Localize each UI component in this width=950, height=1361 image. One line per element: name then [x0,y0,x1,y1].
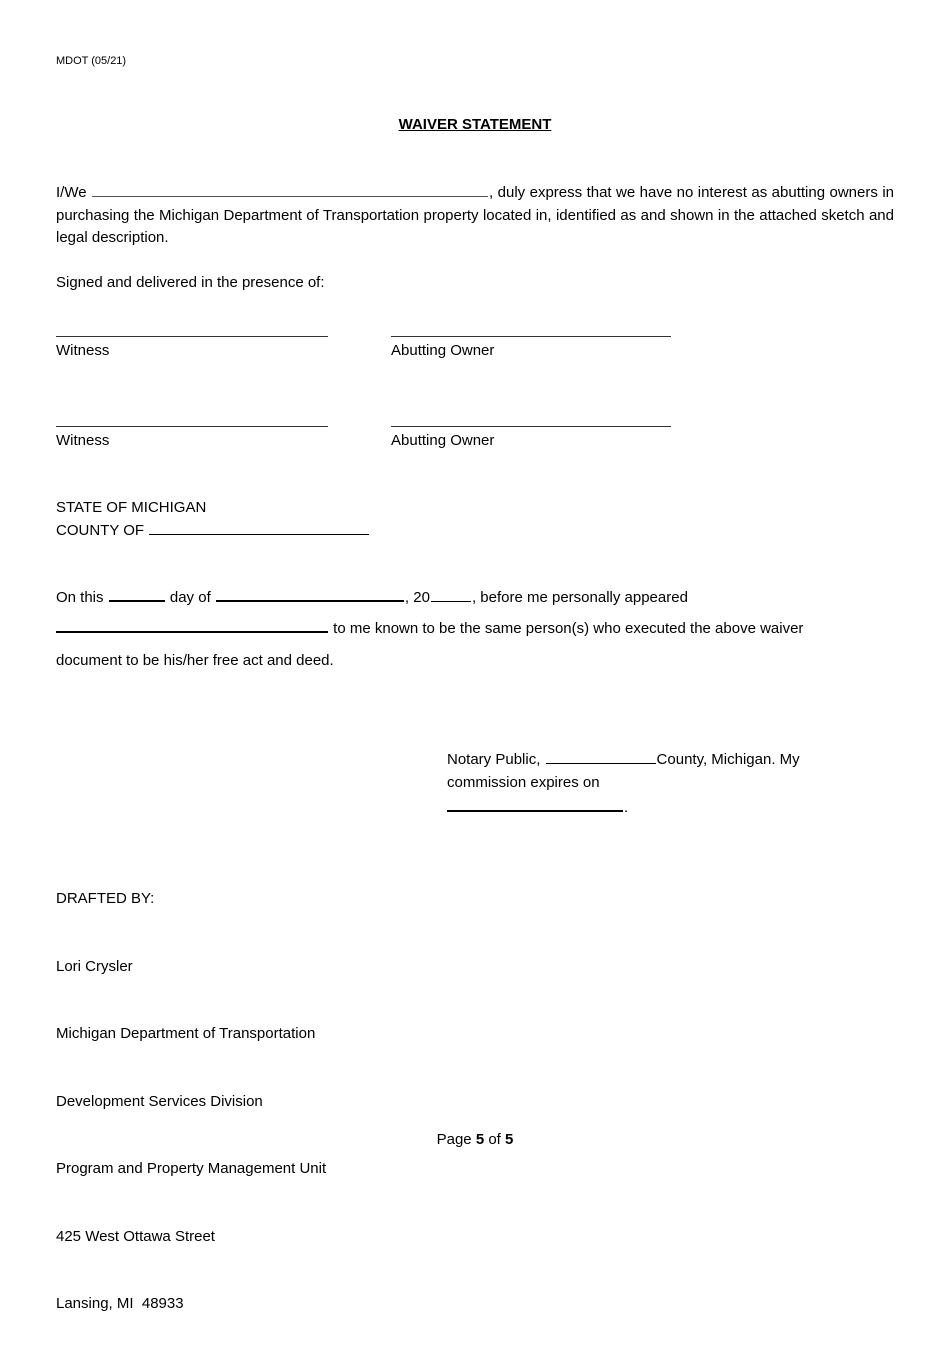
footer-current-page: 5 [475,1131,485,1148]
drafter-division: Development Services Division [56,1092,263,1110]
year-prefix-text: , 20 [404,589,430,606]
intro-after-blank: , duly express that we have no interest as abutting owners [489,184,878,201]
owner-label-1: Abutting Owner [391,342,495,359]
footer-page-word: Page [436,1131,472,1148]
drafter-city: Lansing, MI 48933 [56,1295,184,1312]
notary-line-3 [447,797,628,819]
commission-date-blank[interactable] [447,809,623,812]
notary-county-text: County, Michigan. My [656,751,800,768]
on-this-text: On this [56,589,104,606]
notary-county-blank[interactable] [546,762,656,764]
drafted-by-block [56,843,326,1361]
presence-line: Signed and delivered in the presence of: [56,274,325,291]
footer-of-word: of [488,1131,501,1148]
state-label: STATE OF MICHIGAN [56,499,207,516]
document-title: WAIVER STATEMENT [398,116,552,133]
person-name-blank[interactable] [56,630,328,633]
commission-text: commission expires on [447,774,600,791]
county-line [56,520,370,542]
witness-label-1: Witness [56,342,110,359]
county-blank[interactable] [149,533,369,535]
acknowledgment-line-2 [56,618,803,640]
witness-label-2: Witness [56,432,110,449]
day-blank[interactable] [109,599,165,602]
owner-signature-line-2[interactable] [391,426,671,427]
county-label: COUNTY OF [56,522,145,539]
acknowledgment-line-1 [56,587,688,609]
intro-paragraph [56,182,894,250]
deed-text: document to be his/her free act and deed. [56,652,334,669]
known-text: to me known to be the same person(s) who executed the above waiver [333,620,804,637]
owner-name-blank[interactable] [92,195,488,197]
drafter-street: 425 West Ottawa Street [56,1227,215,1245]
drafted-by-heading: DRAFTED BY: [56,890,155,907]
footer-total-pages: 5 [505,1131,514,1148]
notary-label: Notary Public, [447,751,541,768]
commission-period: . [624,799,629,816]
owner-signature-line-1[interactable] [391,336,671,337]
drafter-name: Lori Crysler [56,957,133,975]
owner-label-2: Abutting Owner [391,432,495,449]
form-code: MDOT (05/21) [56,55,127,67]
page-footer [0,1131,950,1148]
drafter-unit: Program and Property Management Unit [56,1160,327,1177]
day-of-text: day of [169,589,211,606]
year-blank[interactable] [431,600,471,602]
month-blank[interactable] [216,599,404,602]
intro-continuation: in purchasing the Michigan Department of Transportation property located in, identified as and shown in the attached sketch and legal description. [56,184,894,246]
witness-signature-line-1[interactable] [56,336,328,337]
appeared-text: , before me personally appeared [471,589,688,606]
drafter-department: Michigan Department of Transportation [56,1025,316,1042]
notary-line-1 [447,749,800,771]
witness-signature-line-2[interactable] [56,426,328,427]
intro-lead: I/We [56,184,87,201]
